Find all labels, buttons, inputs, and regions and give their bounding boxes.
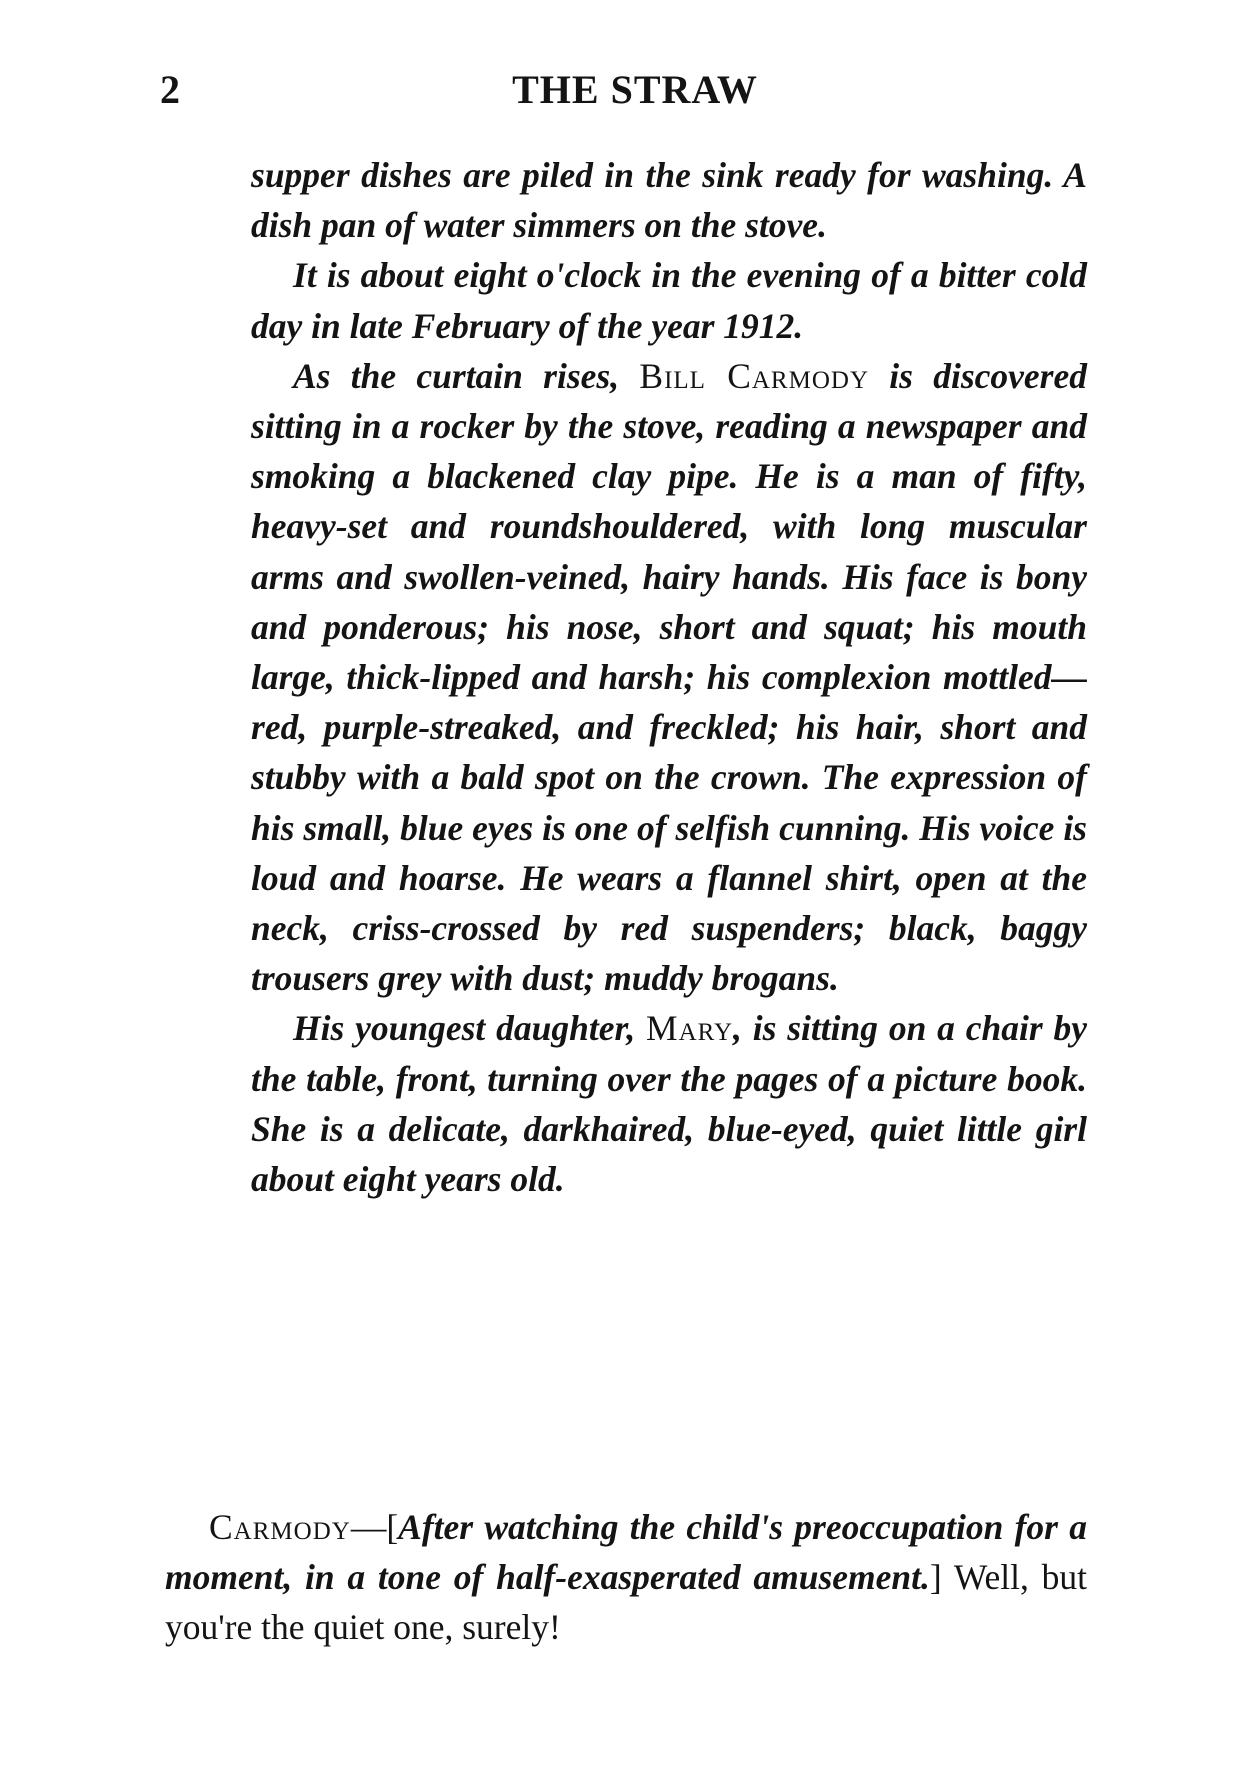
stage-direction-text: , is sitting on a chair by the table, front, turning over the pages of a picture book. She is a delicate, darkhaired, blue-eyed, quiet little girl about eight years old. bbox=[251, 1008, 1087, 1200]
speaker-name: Carmody bbox=[209, 1507, 351, 1547]
page-number: 2 bbox=[160, 67, 180, 112]
stage-direction-paragraph bbox=[251, 1003, 1087, 1204]
stage-direction-text: supper dishes are piled in the sink ready for washing. A dish pan of water simmers on the stove. bbox=[251, 155, 1087, 246]
stage-direction-paragraph bbox=[251, 351, 1087, 1004]
stage-direction-paragraph bbox=[251, 150, 1087, 250]
stage-direction-text: It is about eight o'clock in the evening of a bitter cold day in late February of the year 1912. bbox=[251, 255, 1087, 346]
dialogue-speech: Well, but you're the quiet one, surely! bbox=[165, 1557, 1087, 1648]
page-header bbox=[160, 66, 1080, 126]
stage-directions bbox=[251, 150, 1087, 1204]
character-name: Bill Carmody bbox=[639, 355, 869, 396]
running-title: THE STRAW bbox=[512, 67, 758, 112]
dialogue-bracket: ] bbox=[929, 1557, 942, 1598]
dialogue-line bbox=[165, 1502, 1087, 1653]
dialogue-direction: After watching the child's preoccupation for a moment, in a tone of half-exasperated amusement. bbox=[165, 1507, 1087, 1598]
character-name: Mary bbox=[646, 1008, 734, 1049]
stage-direction-paragraph bbox=[251, 250, 1087, 350]
stage-direction-text: His youngest daughter, bbox=[293, 1008, 636, 1049]
stage-direction-text: As the curtain rises, bbox=[293, 355, 620, 396]
stage-direction-text: is discovered sitting in a rocker by the stove, reading a newspaper and smoking a blackened clay pipe. He is a man of fifty, heavy-set and roundshouldered, with long muscular arms and swollen-veined, hairy hands. His face is bony and ponderous; his nose, short and squat; his mouth large, thick-lipped and harsh; his complexion mottled—red, purple-streaked, and freckled; his hair, short and stubby with a bald spot on the crown. The expression of his small, blue eyes is one of selfish cunning. His voice is loud and hoarse. He wears a flannel shirt, open at the neck, criss-crossed by red suspenders; black, baggy trousers grey with dust; muddy brogans. bbox=[251, 355, 1087, 999]
dialogue-dash: —[ bbox=[350, 1507, 399, 1547]
